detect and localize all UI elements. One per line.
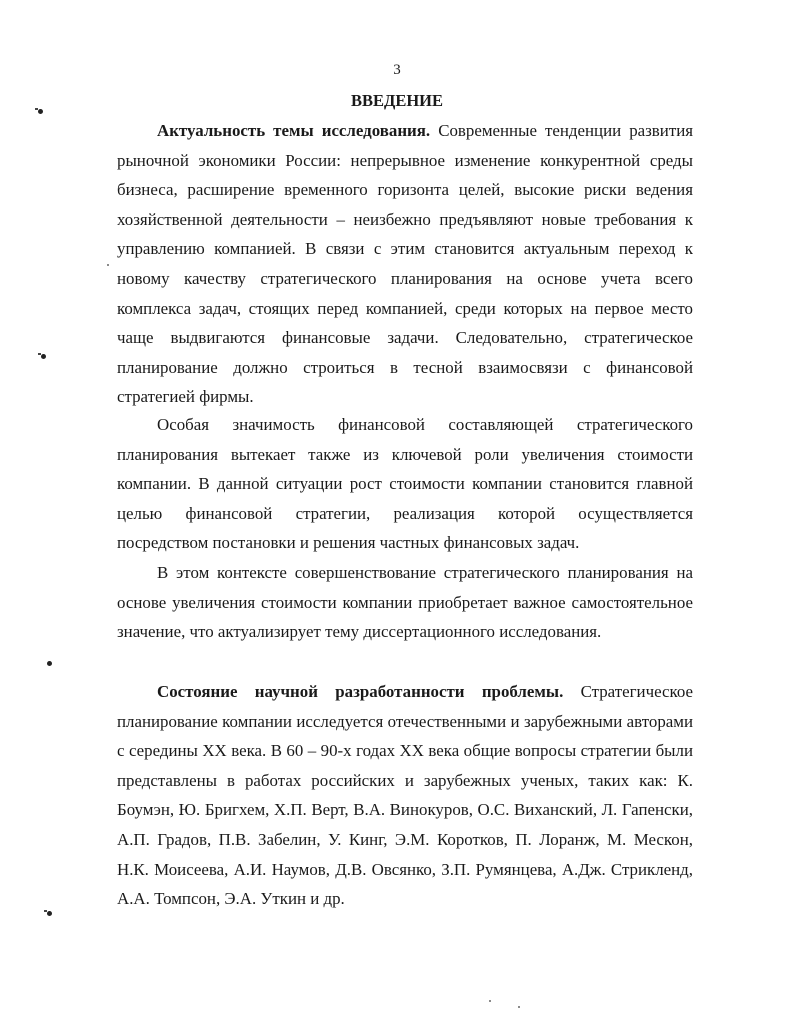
- paragraph-context: [117, 558, 693, 647]
- paragraph-significance: [117, 410, 693, 558]
- binder-mark: [38, 109, 43, 114]
- paragraph-relevance-text: Современные тенденции развития рыночной экономики России: непрерывное изменение конкурентной среды бизнеса, расширение временного горизонта целей, высокие риски ведения хозяйственной деятельности – неизбежно предъявляют новые требования к управлению компанией. В связи с этим становится актуальным переход к новому качеству стратегического планирования на основе учета всего комплекса задач, стоящих перед компанией, среди которых на первое место чаще выдвигаются финансовые задачи. Следовательно, стратегическое планирование должно строиться в тесной взаимосвязи с финансовой стратегией фирмы.: [117, 121, 694, 407]
- paragraph-significance-text: Особая значимость финансовой составляющей стратегического планирования вытекает также из ключевой роли увеличения стоимости компании. В данной ситуации рост стоимости компании становится главной целью финансовой стратегии, реализация которой осуществляется посредством постановки и решения частных финансовых задач.: [117, 415, 693, 553]
- paragraph-state-of-research-heading: Состояние научной разработанности проблемы.: [157, 682, 564, 701]
- binder-mark: [41, 354, 46, 359]
- binder-mark: [47, 661, 52, 666]
- paragraph-relevance: [117, 116, 693, 412]
- page-number: 3: [393, 62, 401, 78]
- page-title: ВВЕДЕНИЕ: [350, 91, 444, 110]
- paragraph-state-of-research: [117, 677, 693, 914]
- binder-mark: [47, 911, 52, 916]
- paragraph-relevance-heading: Актуальность темы исследования.: [157, 121, 431, 140]
- scan-speck: [518, 1006, 520, 1008]
- scan-speck: [489, 1000, 491, 1002]
- paragraph-state-of-research-text: Стратегическое планирование компании исследуется отечественными и зарубежными авторами с середины XX века. В 60 – 90-х годах XX века общие вопросы стратегии были представлены в работах российских и зарубежных ученых, таких как: К. Боумэн, Ю. Бригхем, Х.П. Верт, В.А. Винокуров, О.С. Виханский, Л. Гапенски, А.П. Градов, П.В. Забелин, У. Кинг, Э.М. Коротков, П. Лоранж, М. Мескон, Н.К. Моисеева, А.И. Наумов, Д.В. Овсянко, З.П. Румянцева, А.Дж. Стрикленд, А.А. Томпсон, Э.А. Уткин и др.: [117, 682, 693, 909]
- paragraph-context-text: В этом контексте совершенствование стратегического планирования на основе увеличения стоимости компании приобретает важное самостоятельное значение, что актуализирует тему диссертационного исследования.: [117, 563, 693, 642]
- scan-speck: [107, 264, 109, 266]
